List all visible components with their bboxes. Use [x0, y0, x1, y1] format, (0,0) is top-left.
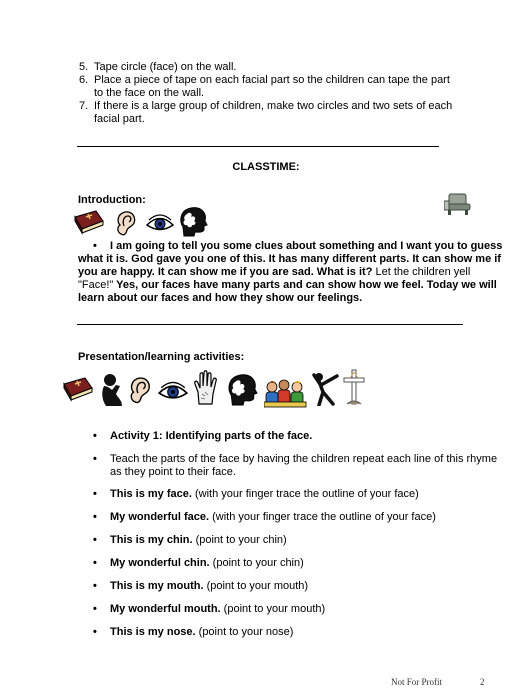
step-text: Place a piece of tape on each facial part so the children can tape the part: [94, 74, 450, 86]
list-item: Teach the parts of the face by having the children repeat each line of this rhyme: [110, 453, 498, 465]
bullet: •: [93, 240, 97, 252]
bullet: •: [93, 626, 97, 638]
chair-icon: [444, 192, 472, 220]
intro-line: you are happy. It can show me if you are sad. What is it? Let the children yell: [78, 266, 471, 278]
list-item: This is my chin. (point to your chin): [110, 534, 287, 546]
stretching-person-icon: [311, 372, 339, 410]
bullet: •: [93, 603, 97, 615]
presentation-heading: Presentation/learning activities:: [78, 351, 245, 363]
list-item: This is my nose. (point to your nose): [110, 626, 294, 638]
step-number: 5.: [79, 61, 89, 73]
bible-icon: [72, 209, 106, 241]
footer-text: Not For Profit: [391, 677, 443, 687]
list-item: This is my mouth. (point to your mouth): [110, 580, 309, 592]
brain-head-icon: [178, 205, 208, 241]
bullet: •: [93, 453, 97, 465]
intro-line: what it is. God gave you one of this. It has many different parts. It can show me if: [78, 253, 501, 265]
bible-icon: [61, 375, 95, 409]
step-number: 7.: [79, 100, 89, 112]
children-group-icon: [264, 378, 308, 412]
introduction-heading: Introduction:: [78, 194, 146, 206]
page-number: 2: [480, 677, 485, 687]
bullet: •: [93, 430, 97, 442]
bullet: •: [93, 488, 97, 500]
eye-icon: [145, 214, 175, 238]
step-text: If there is a large group of children, make two circles and two sets of each: [94, 100, 453, 112]
list-item-continuation: as they point to their face.: [110, 466, 236, 478]
eye-icon: [157, 381, 189, 407]
list-item: Activity 1: Identifying parts of the face.: [110, 430, 313, 442]
ear-icon: [115, 210, 137, 242]
hand-icon: [193, 370, 219, 410]
list-item: This is my face. (with your finger trace the outline of your face): [110, 488, 419, 500]
cross-icon: [341, 368, 367, 412]
intro-line: learn about our faces and how they show our feelings.: [78, 292, 363, 304]
divider: [77, 324, 463, 325]
intro-line: I am going to tell you some clues about something and I want you to guess: [110, 240, 503, 252]
intro-line: "Face!" Yes, our faces have many parts and can show how we feel. Today we will: [78, 279, 497, 291]
divider: [77, 146, 439, 147]
step-text: facial part.: [94, 113, 145, 125]
bullet: •: [93, 511, 97, 523]
step-text: Tape circle (face) on the wall.: [94, 61, 237, 73]
brain-head-icon: [226, 372, 258, 410]
classtime-heading: CLASSTIME:: [232, 161, 300, 173]
bullet: •: [93, 580, 97, 592]
praying-child-icon: [98, 372, 128, 412]
step-number: 6.: [79, 74, 89, 86]
step-text: to the face on the wall.: [94, 87, 205, 99]
bullet: •: [93, 534, 97, 546]
list-item: My wonderful face. (with your finger trace the outline of your face): [110, 511, 436, 523]
ear-icon: [128, 376, 152, 410]
list-item: My wonderful mouth. (point to your mouth): [110, 603, 326, 615]
list-item: My wonderful chin. (point to your chin): [110, 557, 304, 569]
bullet: •: [93, 557, 97, 569]
